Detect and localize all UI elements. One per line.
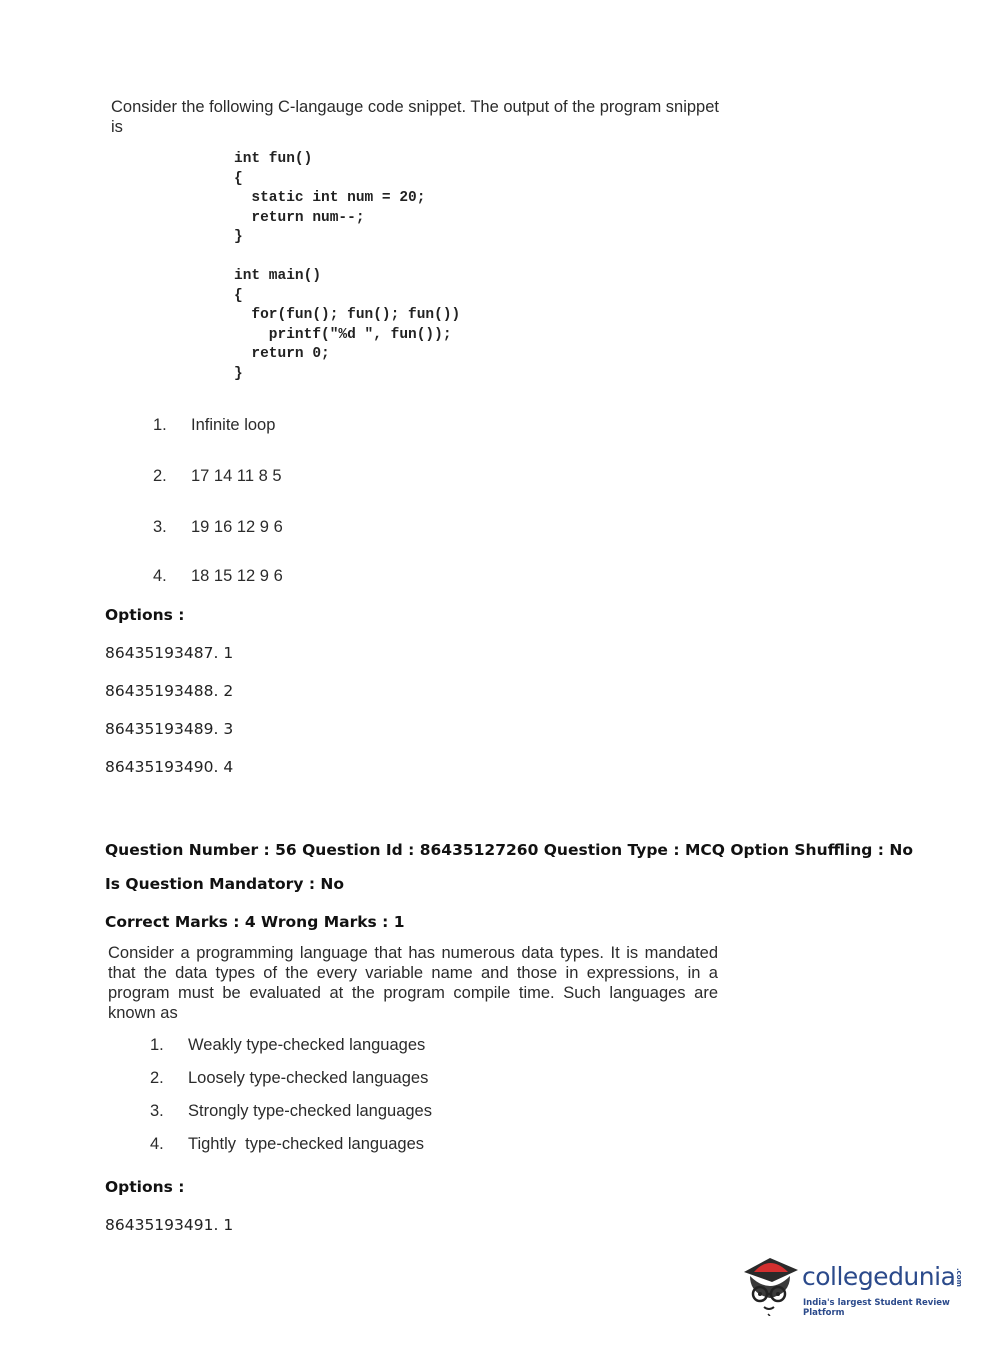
answer-choice — [150, 1036, 425, 1055]
question-mandatory: Is Question Mandatory : No — [105, 875, 345, 893]
question-marks: Correct Marks : 4 Wrong Marks : 1 — [105, 913, 405, 931]
choice-number: 4. — [153, 567, 167, 585]
option-id-line: 86435193487. 1 — [105, 644, 234, 662]
choice-text: Loosely type-checked languages — [188, 1069, 429, 1087]
choice-text: Weakly type-checked languages — [188, 1036, 426, 1054]
answer-choice — [153, 518, 283, 537]
options-label: Options : — [105, 606, 185, 624]
option-id-line: 86435193489. 3 — [105, 720, 234, 738]
choice-number: 3. — [150, 1102, 164, 1120]
answer-choice — [150, 1135, 424, 1154]
answer-choice — [150, 1069, 428, 1088]
question-text: Consider a programming language that has numerous data types. It is mandated that the data types of the every variable name and those in expressions, in a program must be evaluated at the program compile time. Such languages are known as — [108, 944, 718, 1022]
question-text: Consider the following C-langauge code snippet. The output of the program snippet is — [111, 98, 719, 136]
choice-text: Strongly type-checked languages — [188, 1102, 432, 1120]
choice-number: 2. — [150, 1069, 164, 1087]
answer-choice — [153, 416, 275, 435]
collegedunia-logo[interactable] — [740, 1248, 970, 1318]
answer-choice — [153, 567, 283, 586]
choice-text: Tightly type-checked languages — [188, 1135, 425, 1153]
answer-choice — [153, 467, 282, 486]
options-label: Options : — [105, 1178, 185, 1196]
code-snippet-main: int main() { for(fun(); fun(); fun()) printf("%d ", fun()); return 0; } — [234, 268, 461, 382]
code-snippet-fun: int fun() { static int num = 20; return num--; } — [234, 151, 426, 246]
choice-number: 3. — [153, 518, 167, 536]
answer-choice — [150, 1102, 432, 1121]
choice-number: 1. — [150, 1036, 164, 1054]
logo-wordmark: collegedunia — [802, 1262, 956, 1291]
choice-text: Infinite loop — [191, 416, 276, 434]
option-id-line: 86435193488. 2 — [105, 682, 234, 700]
mascot-icon — [740, 1250, 802, 1316]
option-id-line: 86435193491. 1 — [105, 1216, 234, 1234]
logo-domain-suffix: .com — [955, 1268, 963, 1287]
choice-text: 18 15 12 9 6 — [191, 567, 283, 585]
question-meta: Question Number : 56 Question Id : 86435127260 Question Type : MCQ Option Shuffling : No — [105, 841, 913, 859]
choice-number: 2. — [153, 467, 167, 485]
choice-text: 19 16 12 9 6 — [191, 518, 283, 536]
option-id-line: 86435193490. 4 — [105, 758, 234, 776]
choice-number: 4. — [150, 1135, 164, 1153]
choice-number: 1. — [153, 416, 167, 434]
logo-tagline: India's largest Student Review Platform — [803, 1298, 950, 1318]
choice-text: 17 14 11 8 5 — [191, 467, 282, 485]
